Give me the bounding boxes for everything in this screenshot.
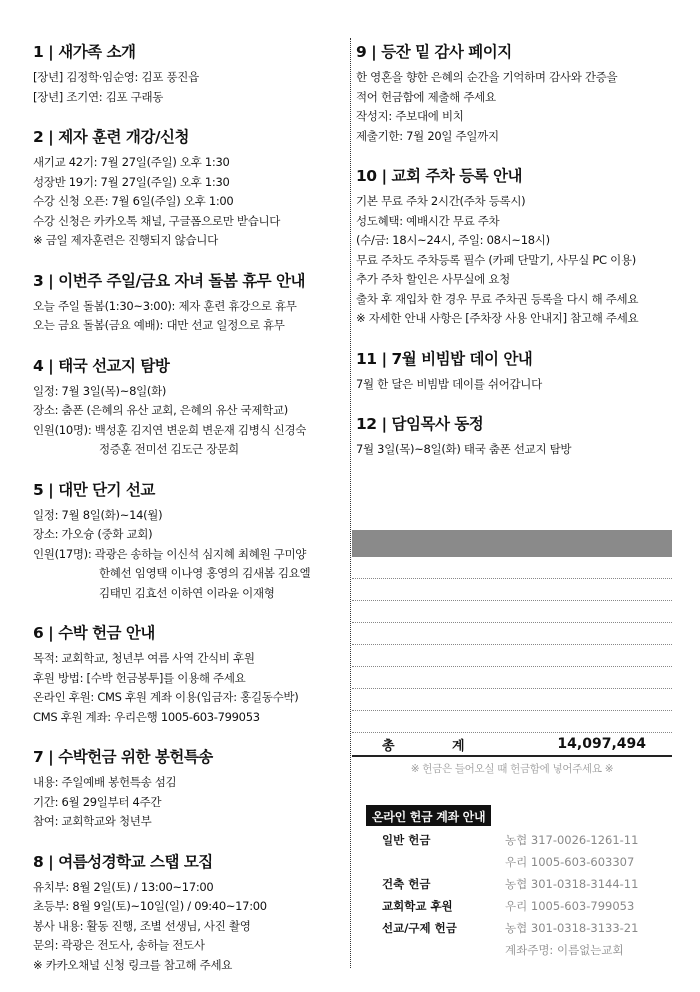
section-pastor-news: [356, 414, 674, 460]
section-discipleship: [33, 127, 348, 251]
section-new-family: [33, 42, 348, 107]
section-line: 일정: 7월 3일(목)~8일(화): [33, 383, 167, 398]
bank-row: [382, 873, 666, 895]
section-childcare: [33, 271, 348, 336]
offering-table: [352, 530, 672, 776]
section-title: 4 | 태국 선교지 탐방: [33, 356, 170, 375]
left-column: [33, 42, 348, 992]
section-line: (수/금: 18시~24시, 주일: 08시~18시): [356, 233, 550, 247]
section-line: 한 영혼을 향한 은혜의 순간을 기억하며 감사와 간증을: [356, 70, 618, 84]
section-line: 수강 신청 오픈: 7월 6일(주일) 오후 1:00: [33, 194, 234, 208]
section-title: 8 | 여름성경학교 스탭 모집: [33, 852, 213, 871]
section-line: 제출기한: 7월 20일 주일까지: [356, 128, 499, 143]
section-parking: [356, 166, 674, 329]
offering-table-header: [352, 530, 672, 557]
section-line: 한혜선 임영택 이나영 홍영의 김새봄 김요엘: [99, 566, 311, 580]
fund-name: [382, 851, 505, 873]
account-number: 우리 1005-603-799053: [505, 899, 635, 913]
section-line: 참여: 교회학교와 청년부: [33, 814, 152, 828]
section-title: 3 | 이번주 주일/금요 자녀 돌봄 휴무 안내: [33, 271, 305, 290]
section-thailand: [33, 356, 348, 460]
fund-name: 교회학교 후원: [382, 899, 453, 913]
section-title: 6 | 수박 헌금 안내: [33, 624, 155, 642]
account-holder: 계좌주명: 이름없는교회: [505, 943, 624, 957]
total-label: 계: [452, 738, 465, 754]
section-line: 기간: 6월 29일부터 4주간: [33, 794, 162, 809]
section-line: 내용: 주일예배 봉헌특송 섬김: [33, 775, 177, 789]
bank-row: [382, 829, 666, 851]
offering-row: [352, 689, 672, 711]
section-line: 성장반 19기: 7월 27일(주일) 오후 1:30: [33, 174, 230, 189]
section-line: 7월 3일(목)~8일(화) 태국 춤폰 선교지 탐방: [356, 442, 572, 456]
section-line: 장소: 춤폰 (은혜의 유산 교회, 은혜의 유산 국제학교): [33, 403, 288, 417]
section-thanks-page: [356, 42, 674, 146]
fund-name: 일반 헌금: [382, 833, 431, 847]
section-line: [장년] 김정학·임순영: 김포 풍진읍: [33, 70, 199, 84]
bank-row: [382, 917, 666, 939]
section-line: 새기교 42기: 7월 27일(주일) 오후 1:30: [33, 155, 230, 169]
section-line: 오늘 주일 돌봄(1:30~3:00): 제자 훈련 휴강으로 휴무: [33, 298, 297, 313]
section-title: 5 | 대만 단기 선교: [33, 480, 155, 499]
account-number: 농협 317-0026-1261-11: [505, 833, 639, 847]
section-title: 11 | 7월 비빔밥 데이 안내: [356, 349, 533, 368]
bank-box-title: 온라인 헌금 계좌 안내: [366, 805, 491, 826]
section-line: 정증훈 전미선 김도근 장문희: [99, 442, 239, 456]
section-line: 수강 신청은 카카오톡 채널, 구글폼으로만 받습니다: [33, 213, 281, 228]
offering-total-row: [352, 733, 672, 757]
section-special-song: [33, 747, 348, 832]
column-divider: [350, 38, 351, 968]
offering-row: [352, 667, 672, 689]
section-line: 장소: 가오슝 (중화 교회): [33, 527, 153, 541]
section-watermelon-offering: [33, 623, 348, 727]
section-line: ※ 카카오채널 신청 링크를 참고해 주세요: [33, 957, 233, 972]
bank-row: [382, 895, 666, 917]
section-title: 2 | 제자 훈련 개강/신청: [33, 128, 189, 146]
offering-row: [352, 711, 672, 733]
section-title: 1 | 새가족 소개: [33, 43, 136, 61]
section-line: 작성지: 주보대에 비치: [356, 109, 464, 123]
section-line: 인원(10명): 백성훈 김지연 변운희 변운재 김병식 신경숙: [33, 422, 307, 437]
total-label: 총: [382, 738, 395, 754]
offering-row: [352, 601, 672, 623]
right-column: [356, 42, 674, 480]
section-line: 김태민 김효선 이하연 이라윤 이재형: [99, 585, 275, 600]
offering-row: [352, 579, 672, 601]
section-line: 문의: 곽광은 전도사, 송하늘 전도사: [33, 938, 205, 952]
fund-name: [382, 939, 505, 961]
section-line: ※ 자세한 안내 사항은 [주차장 사용 안내지] 참고해 주세요: [356, 311, 639, 325]
section-title: 9 | 등잔 밑 감사 페이지: [356, 43, 512, 61]
offering-row: [352, 645, 672, 667]
offering-row: [352, 623, 672, 645]
section-vbs-staff: [33, 852, 348, 976]
section-line: 유치부: 8월 2일(토) / 13:00~17:00: [33, 879, 214, 894]
section-line: 초등부: 8월 9일(토)~10일(일) / 09:40~17:00: [33, 899, 267, 913]
section-line: 추가 주차 할인은 사무실에 요청: [356, 272, 510, 286]
section-bibimbap-day: [356, 349, 674, 395]
section-line: ※ 금일 제자훈련은 진행되지 않습니다: [33, 233, 218, 247]
section-line: 무료 주차도 주차등록 필수 (카페 단말기, 사무실 PC 이용): [356, 252, 636, 267]
section-title: 10 | 교회 주차 등록 안내: [356, 167, 522, 185]
section-line: 7월 한 달은 비빔밥 데이를 쉬어갑니다: [356, 376, 542, 391]
section-line: [장년] 조기연: 김포 구래동: [33, 89, 164, 104]
bank-row: [382, 851, 666, 873]
section-line: 후원 방법: [수박 헌금봉투]를 이용해 주세요: [33, 670, 246, 685]
section-line: 기본 무료 주차 2시간(주차 등록시): [356, 194, 526, 208]
section-title: 12 | 담임목사 동정: [356, 415, 484, 433]
offering-row: [352, 557, 672, 579]
section-line: 성도혜택: 예배시간 무료 주차: [356, 213, 500, 228]
offering-note: ※ 헌금은 들어오실 때 헌금함에 넣어주세요 ※: [410, 763, 614, 775]
section-line: 온라인 후원: CMS 후원 계좌 이용(입금자: 홍길동수박): [33, 690, 299, 704]
bank-row: [382, 939, 666, 961]
account-number: 우리 1005-603-603307: [505, 855, 635, 869]
section-line: 출차 후 재입차 한 경우 무료 주차권 등록을 다시 해 주세요: [356, 291, 639, 306]
fund-name: 건축 헌금: [382, 877, 431, 891]
fund-name: 선교/구제 헌금: [382, 921, 457, 935]
section-line: 봉사 내용: 활동 진행, 조별 선생님, 사진 촬영: [33, 918, 251, 933]
section-line: 일정: 7월 8일(화)~14(월): [33, 507, 163, 522]
section-line: 목적: 교회학교, 청년부 여름 사역 간식비 후원: [33, 651, 255, 665]
account-number: 농협 301-0318-3133-21: [505, 921, 639, 935]
section-line: CMS 후원 계좌: 우리은행 1005-603-799053: [33, 709, 260, 724]
section-taiwan: [33, 480, 348, 604]
section-line: 인원(17명): 곽광은 송하늘 이신석 심지혜 최혜원 구미양: [33, 546, 307, 561]
bank-accounts-box: [366, 805, 666, 961]
account-number: 농협 301-0318-3144-11: [505, 877, 639, 891]
total-amount: 14,097,494: [557, 736, 646, 752]
section-line: 오는 금요 돌봄(금요 예배): 대만 선교 일정으로 휴무: [33, 318, 285, 332]
section-line: 적어 헌금함에 제출해 주세요: [356, 89, 496, 104]
section-title: 7 | 수박헌금 위한 봉헌특송: [33, 748, 213, 766]
